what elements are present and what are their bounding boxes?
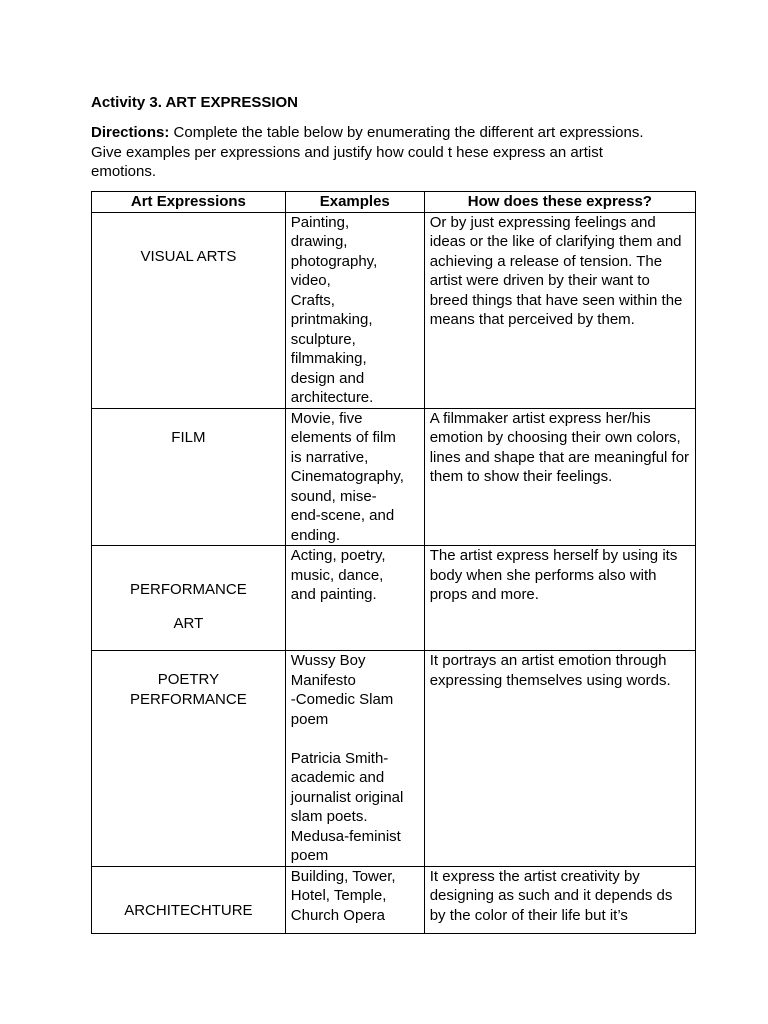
- how-architecture: It express the artist creativity by designing as such and it depends ds by the color of their life but it’s: [429, 867, 673, 924]
- expression-cell: [92, 212, 286, 408]
- examples-poetry: Wussy Boy Manifesto -Comedic Slam poem Patricia Smith- academic and journalist original slam poets. Medusa-feminist poem: [290, 652, 404, 864]
- expression-cell: [92, 866, 286, 933]
- examples-architecture: Building, Tower, Hotel, Temple, Church Opera: [290, 867, 396, 924]
- expression-visual-arts: VISUAL ARTS: [140, 247, 237, 265]
- table-row: [92, 212, 696, 408]
- activity-title: Activity 3. ART EXPRESSION: [91, 94, 298, 111]
- header-how-express: How does these express?: [424, 192, 695, 213]
- examples-cell: [285, 651, 424, 867]
- table-row: [92, 546, 696, 651]
- how-cell: [424, 866, 695, 933]
- how-cell: [424, 408, 695, 546]
- expression-poetry: POETRY PERFORMANCE: [130, 671, 247, 708]
- table-row: [92, 866, 696, 933]
- examples-performance: Acting, poetry, music, dance, and painting.: [290, 547, 386, 603]
- how-poetry: It portrays an artist emotion through expressing themselves using words.: [429, 652, 671, 689]
- how-cell: [424, 212, 695, 408]
- examples-cell: [285, 212, 424, 408]
- how-cell: [424, 651, 695, 867]
- examples-cell: [285, 866, 424, 933]
- expression-cell: [92, 546, 286, 651]
- examples-visual-arts: Painting, drawing, photography, video, Crafts, printmaking, sculpture, filmmaking, design and architecture.: [290, 213, 378, 406]
- table-row: [92, 408, 696, 546]
- expression-architecture: ARCHITECHTURE: [124, 901, 253, 919]
- directions-text: Complete the table below by enumerating the different art expressions. Give examples per expressions and justify how could t hese express an artist emotions.: [91, 124, 644, 180]
- expression-film: FILM: [171, 428, 206, 446]
- expression-cell: [92, 408, 286, 546]
- expression-performance-art: ART: [173, 614, 204, 632]
- header-art-expressions: Art Expressions: [92, 192, 286, 213]
- how-cell: [424, 546, 695, 651]
- how-performance: The artist express herself by using its body when she performs also with props and more.: [429, 547, 678, 603]
- expression-performance: PERFORMANCE: [130, 581, 247, 598]
- examples-film: Movie, five elements of film is narrative, Cinematography, sound, mise- end-scene, and ending.: [290, 409, 404, 544]
- examples-cell: [285, 546, 424, 651]
- table-header-row: [92, 192, 696, 213]
- art-expression-table: [91, 191, 696, 934]
- table-row: [92, 651, 696, 867]
- header-examples: Examples: [285, 192, 424, 213]
- directions-label: Directions:: [91, 124, 170, 141]
- directions-paragraph: [91, 123, 651, 182]
- how-visual-arts: Or by just expressing feelings and ideas or the like of clarifying them and achieving a release of tension. The artist were driven by their want to breed things that have seen within the means that perceived by them.: [429, 213, 683, 328]
- examples-cell: [285, 408, 424, 546]
- how-film: A filmmaker artist express her/his emotion by choosing their own colors, lines and shape that are meaningful for them to show their feelings.: [429, 409, 690, 485]
- expression-cell: [92, 651, 286, 867]
